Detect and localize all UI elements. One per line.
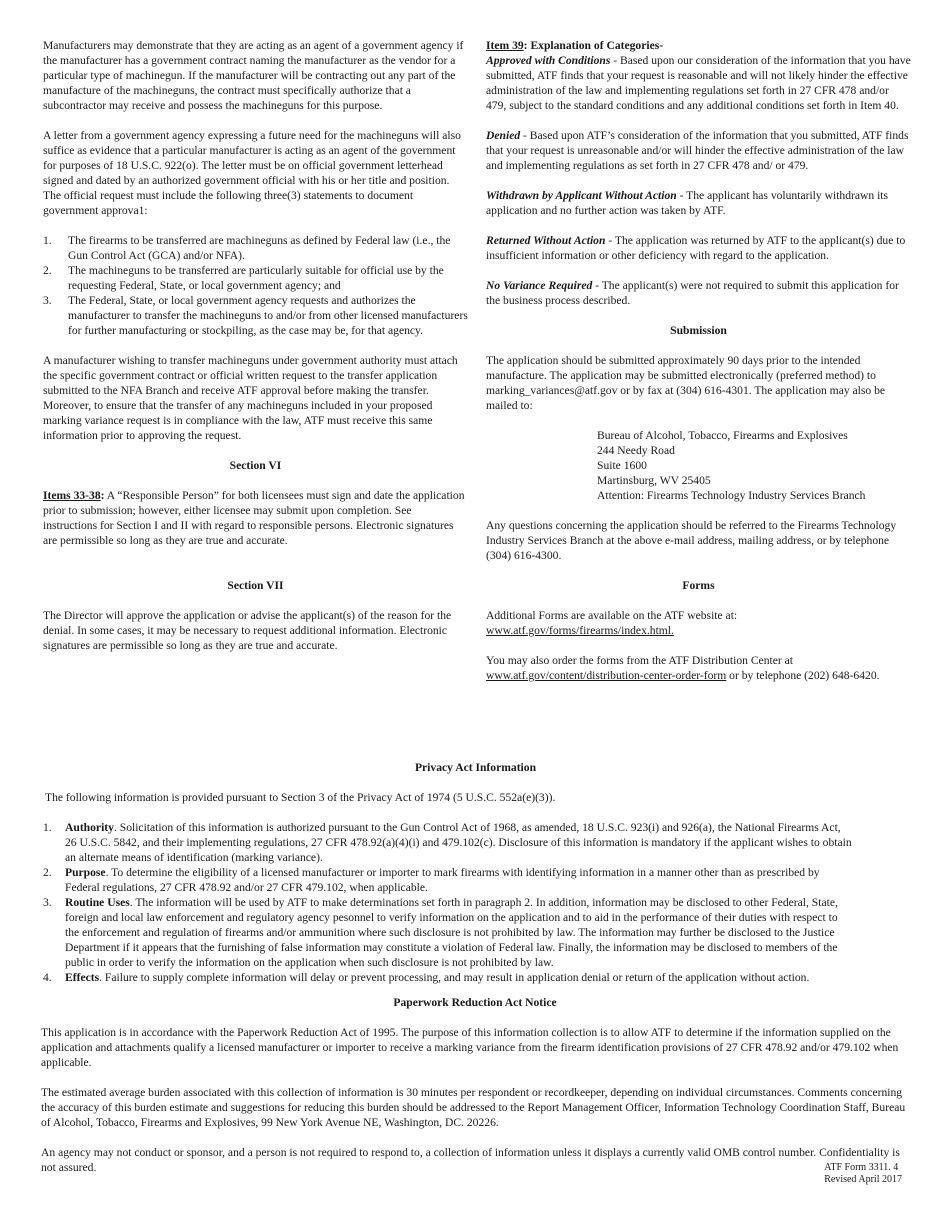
list-number: 4. — [43, 971, 52, 984]
paperwork-section — [41, 995, 909, 1175]
distribution-center-link[interactable]: www.atf.gov/content/distribution-center-order-form — [486, 669, 727, 682]
approval-statements-list — [43, 233, 468, 338]
paperwork-heading: Paperwork Reduction Act Notice — [393, 996, 557, 1009]
list-number: 1. — [43, 821, 52, 834]
category-term: Withdrawn by Applicant Without Action — [486, 189, 677, 202]
privacy-term: Purpose — [65, 866, 106, 879]
order-phone-text: or by telephone (202) 648-6420. — [726, 669, 880, 682]
form-revised-date: Revised April 2017 — [824, 1174, 902, 1185]
category-term: Returned Without Action — [486, 234, 606, 247]
address-line: Suite 1600 — [597, 459, 647, 472]
category-no-variance — [486, 278, 911, 308]
category-text: - Based upon our consideration of the information that you have submitted, ATF finds that your request is reasonable and will not likely hinder the effective administration of the law and implementing regulations set forth in 27 CFR 478 and/or 479, subject to the standard conditions and any additional conditions set forth in Item 40. — [486, 54, 911, 112]
address-line: Bureau of Alcohol, Tobacco, Firearms and Explosives — [597, 429, 848, 442]
questions-paragraph: Any questions concerning the application should be referred to the Firearms Technology Industry Services Branch at the above e-mail address, mailing address, or by telephone (304) 616-4300. — [486, 519, 897, 562]
address-line: 244 Needy Road — [597, 444, 675, 457]
letter-paragraph: A letter from a government agency expressing a future need for the machineguns will also suffice as evidence that a particular manufacturer is acting as an agent of the government for purposes of 18 U.S.C. 922(o). The letter must be on official government letterhead signed and dated by an authorized government official with his or her title and position. The official request must include the following three(3) statements to document government approva1: — [43, 129, 461, 217]
items-33-38-paragraph: Items 33-38: A “Responsible Person” for both licensees must sign and date the application prior to submission; however, either licensee may submit upon completion. See instructions for Section I and II with regard to responsible persons. Electronic signatures are permissible so long as they are true and accurate. — [43, 489, 465, 547]
list-text: The machineguns to be transferred are particularly suitable for official use by the requesting Federal, State, or local government agency; and — [68, 264, 444, 292]
list-item — [43, 263, 468, 293]
item-39-heading: Item 39: Explanation of Categories- — [486, 39, 664, 52]
paperwork-paragraph-1: This application is in accordance with the Paperwork Reduction Act of 1995. The purpose of this information collection is to allow ATF to determine if the information supplied on the application and attachments qualify a licensed manufacturer or importer to receive a marking variance from the firearm identification provisions of 27 CFR 478.92 and/or 479.102 when applicable. — [41, 1026, 899, 1069]
submission-paragraph: The application should be submitted approximately 90 days prior to the intended manufacture. The application may be submitted electronically (preferred method) to marking_variances@atf.gov or by fax at (304) 616-4301. The application may also be mailed to: — [486, 354, 886, 412]
list-item — [43, 233, 468, 263]
category-text: - The applicant has voluntarily withdrawn its application and no further action was taken by ATF. — [486, 189, 889, 217]
left-column — [43, 38, 468, 653]
mailing-address — [597, 428, 911, 503]
transfer-paragraph: A manufacturer wishing to transfer machineguns under government authority must attach the specific government contract or official written request to the transfer application submitted to the NFA Branch and receive ATF approval before making the transfer. Moreover, to ensure that the transfer of any machineguns included in your proposed marking variance request is in compliance with the law, ATF must receive this same information prior to approving the request. — [43, 354, 458, 442]
agent-paragraph: Manufacturers may demonstrate that they are acting as an agent of a government agency if the manufacturer has a government contract naming the manufacturer as the vendor for a particular type of machinegun. If the manufacturer will be contracting out any part of the manufacture of the machineguns, the contract must specifically authorize that a subcontractor may receive and possess the machineguns for this purpose. — [43, 39, 464, 112]
forms-heading: Forms — [682, 579, 715, 592]
category-text: - The applicant(s) were not required to submit this application for the business process described. — [486, 279, 899, 307]
list-number: 2. — [43, 264, 52, 277]
list-text: The Federal, State, or local government agency requests and authorizes the manufacturer to transfer the machineguns to and/or from other licensed manufacturers for further manufacturing or stockpiling, as the case may be, for that agency. — [68, 294, 468, 337]
list-number: 3. — [43, 294, 52, 307]
paperwork-paragraph-3: An agency may not conduct or sponsor, and a person is not required to respond to, a collection of information unless it displays a currently valid OMB control number. Confidentiality is not assured. — [41, 1146, 900, 1174]
category-withdrawn — [486, 188, 911, 218]
privacy-text: . Failure to supply complete information will delay or prevent processing, and may result in application denial or return of the application without action. — [99, 971, 810, 984]
list-number: 3. — [43, 896, 52, 909]
list-item — [43, 970, 908, 985]
item-39-label: Item 39 — [486, 39, 524, 52]
privacy-list — [43, 820, 908, 985]
form-number: ATF Form 3311. 4 — [824, 1162, 899, 1173]
privacy-text: . To determine the eligibility of a licensed manufacturer or importer to mark firearms with identifying information in a manner other than as prescribed by Federal regulations, 27 CFR 478.92 and/or 27 CFR 479.102, when applicable. — [65, 866, 820, 894]
items-label: Items 33-38 — [43, 489, 101, 502]
category-text: - Based upon ATF’s consideration of the information that you submitted, ATF finds that your request is unreasonable and/or will hinder the effective administration of the law and implementing regulations as set forth in 27 CFR 478 and/ or 479. — [486, 129, 909, 172]
list-item — [43, 293, 468, 338]
order-paragraph — [486, 653, 911, 683]
form-footer — [824, 1162, 902, 1186]
section-vi-heading: Section VI — [229, 459, 282, 472]
category-term: No Variance Required — [486, 279, 593, 292]
items-text: A “Responsible Person” for both licensees must sign and date the application prior to submission; however, either licensee may submit upon completion. See instructions for Section I and II with regard to responsible persons. Electronic signatures are permissible so long as they are true and accurate. — [43, 489, 465, 547]
list-number: 1. — [43, 234, 52, 247]
category-term: Approved with Conditions — [486, 54, 611, 67]
privacy-term: Routine Uses — [65, 896, 130, 909]
submission-heading: Submission — [670, 324, 727, 337]
address-line: Martinsburg, WV 25405 — [597, 474, 711, 487]
list-text: The firearms to be transferred are machineguns as defined by Federal law (i.e., the Gun Control Act (GCA) and/or NFA). — [68, 234, 451, 262]
privacy-term: Authority — [65, 821, 114, 834]
privacy-heading: Privacy Act Information — [414, 761, 537, 774]
category-approved — [486, 53, 911, 113]
section-vii-heading: Section VII — [227, 579, 284, 592]
order-text: You may also order the forms from the ATF Distribution Center at — [486, 654, 793, 667]
section-vii-paragraph: The Director will approve the application or advise the applicant(s) of the reason for the denial. In some cases, it may be necessary to request additional information. Electronic signatures are permissible so long as they are true and accurate. — [43, 609, 452, 652]
category-term: Denied — [486, 129, 521, 142]
forms-paragraph: Additional Forms are available on the ATF website at: — [486, 609, 738, 622]
category-text: - The application was returned by ATF to the applicant(s) due to insufficient information or other deficiency with regard to the application. — [486, 234, 906, 262]
privacy-section — [43, 760, 908, 985]
list-item — [43, 865, 908, 895]
right-column — [486, 38, 911, 683]
privacy-intro: The following information is provided pursuant to Section 3 of the Privacy Act of 1974 (5 U.S.C. 552a(e)(3)). — [45, 791, 556, 804]
item-39-title: Explanation of Categories- — [530, 39, 664, 52]
address-line: Attention: Firearms Technology Industry Services Branch — [597, 489, 866, 502]
list-item — [43, 820, 908, 865]
list-number: 2. — [43, 866, 52, 879]
list-item — [43, 895, 908, 970]
privacy-text: . The information will be used by ATF to make determinations set forth in paragraph 2. In addition, information may be disclosed to other Federal, State, foreign and local law enforcement and regulatory agency pesonnel to verify information on the application and to aid in the performance of their duties with respect to the enforcement and regulation of firearms and/or ammunition where such disclosure is not prohibited by law. The information may further be disclosed to the Justice Department if it appears that the furnishing of false information may constitute a violation of Federal law. Finally, the information may be disclosed to members of the public in order to verify the information on the application when such disclosure is not prohibited by law. — [65, 896, 838, 969]
category-returned — [486, 233, 911, 263]
forms-website-link[interactable]: www.atf.gov/forms/firearms/index.html. — [486, 624, 674, 637]
paperwork-paragraph-2: The estimated average burden associated with this collection of information is 30 minutes per respondent or recordkeeper, depending on individual circumstances. Comments concerning the accuracy of this burden estimate and suggestions for reducing this burden should be addressed to the Report Management Officer, Information Technology Coordination Staff, Bureau of Alcohol, Tobacco, Firearms and Explosives, 99 New York Avenue NE, Washington, DC. 20226. — [41, 1086, 906, 1129]
category-denied — [486, 128, 911, 173]
privacy-text: . Solicitation of this information is authorized pursuant to the Gun Control Act of 1968, as amended, 18 U.S.C. 923(i) and 926(a), the National Firearms Act, 26 U.S.C. 5842, and their implementing regulations, 27 CFR 478.92(a)(4)(i) and 479.102(c). Disclosure of this information is mandatory if the applicant wishes to obtain an alternate means of identification (marking variance). — [65, 821, 852, 864]
privacy-term: Effects — [65, 971, 100, 984]
